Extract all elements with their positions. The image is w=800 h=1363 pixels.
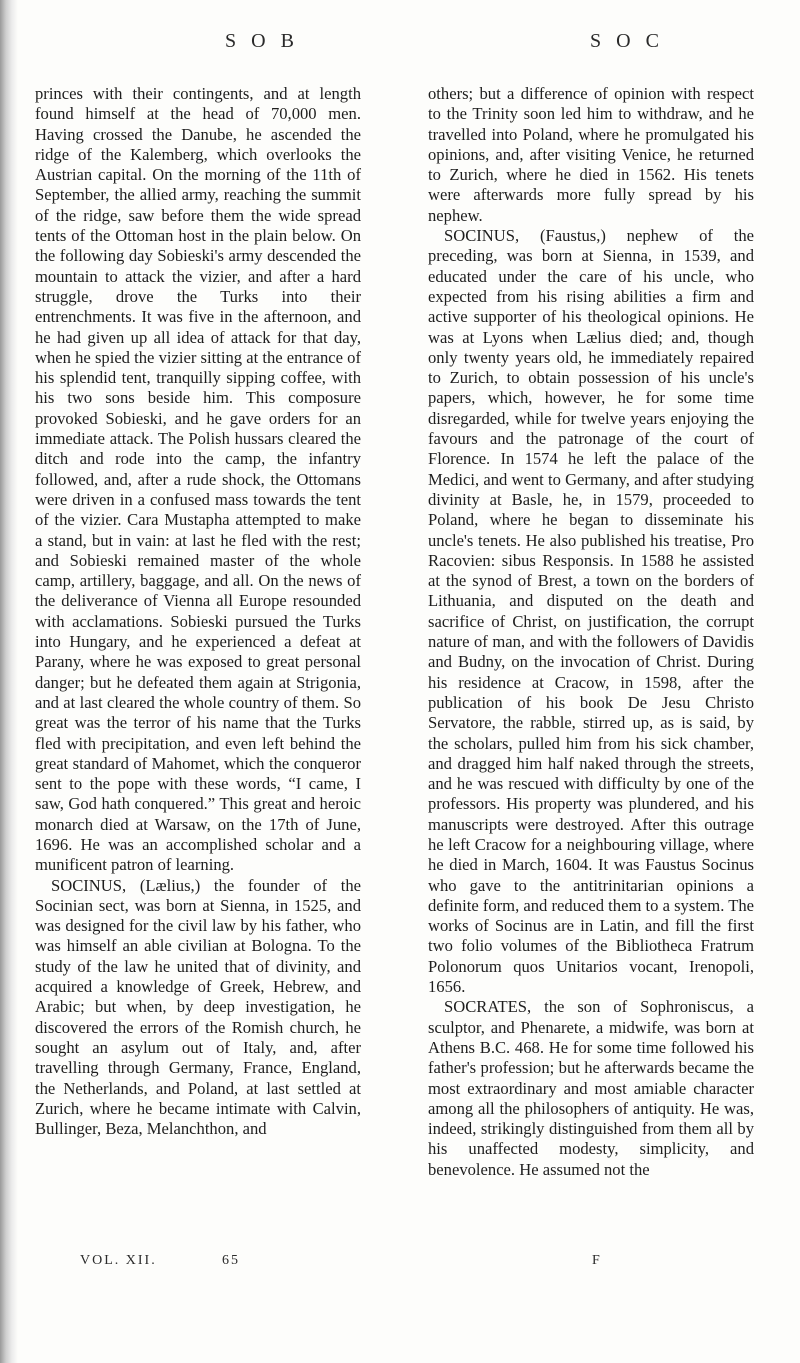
paragraph-socinus-faustus: SOCINUS, (Faustus,) nephew of the preceding, was born at Sienna, in 1539, and educated under the care of his uncle, who expected from his rising abilities a firm and active supporter of his theological opinions. He was at Lyons when Lælius died; and, though only twenty years old, he immediately repaired to Zurich, to obtain possession of his uncle's papers, which, however, he for some time disregarded, while for twelve years enjoying the favours and the patronage of the court of Florence. In 1574 he left the palace of the Medici, and went to Germany, and after studying divinity at Basle, he, in 1579, proceeded to Poland, where he began to disseminate his uncle's tenets. He also published his treatise, Pro Racovien: sibus Responsis. In 1588 he assisted at the synod of Brest, a town on the borders of Lithuania, and disputed on the death and sacrifice of Christ, on justification, the corrupt nature of man, and with the followers of Davidis and Budny, on the invocation of Christ. During his residence at Cracow, in 1598, after the publication of his book De Jesu Christo Servatore, the rabble, stirred up, as is said, by the scholars, pulled him from his sick chamber, and dragged him half naked through the streets, and he was rescued with difficulty by one of the professors. His property was plundered, and his manuscripts were destroyed. After this outrage he left Cracow for a neighbouring village, where he died in March, 1604. It was Faustus Socinus who gave to the antitrinitarian opinions a definite form, and reduced them to a system. The works of Socinus are in Latin, and fill the first two folio volumes of the Bibliotheca Fratrum Polonorum quos Unitarios vocant, Irenopoli, 1656.: [428, 226, 754, 997]
right-text-column: [428, 84, 754, 1180]
volume-label: VOL. XII.: [80, 1253, 157, 1268]
paragraph-socinus-laelius-continued: others; but a difference of opinion with respect to the Trinity soon led him to withdraw, and he travelled into Poland, where he promulgated his opinions, and, after visiting Venice, he returned to Zurich, where he died in 1562. His tenets were afterwards more fully spread by his nephew.: [428, 84, 754, 225]
left-text-column: [35, 84, 361, 1139]
paragraph-sobieski-continued: princes with their contingents, and at length found himself at the head of 70,000 men. Having crossed the Danube, he ascended the ridge of the Kalemberg, which overlooks the Austrian capital. On the morning of the 11th of September, the allied army, reaching the summit of the ridge, saw before them the wide spread tents of the Ottoman host in the plain below. On the following day Sobieski's army descended the mountain to attack the vizier, and after a hard struggle, drove the Turks into their entrenchments. It was five in the afternoon, and he had given up all idea of attack for that day, when he spied the vizier sitting at the entrance of his splendid tent, tranquilly sipping coffee, with his two sons beside him. This composure provoked Sobieski, and he gave orders for an immediate attack. The Polish hussars cleared the ditch and rode into the camp, the infantry followed, and, after a rude shock, the Ottomans were driven in a confused mass towards the tent of the vizier. Cara Mustapha attempted to make a stand, but in vain: at last he fled with the rest; and Sobieski remained master of the whole camp, artillery, baggage, and all. On the news of the deliverance of Vienna all Europe resounded with acclamations. Sobieski pursued the Turks into Hungary, and he experienced a defeat at Parany, where he was exposed to great personal danger; but he defeated them again at Strigonia, and at last cleared the whole country of them. So great was the terror of his name that the Turks fled with precipitation, and even left behind the great standard of Mahomet, which the conqueror sent to the pope with these words, “I came, I saw, God hath conquered.” This great and heroic monarch died at Warsaw, on the 17th of June, 1696. He was an accomplished scholar and a munificent patron of learning.: [35, 84, 361, 875]
signature-mark: F: [592, 1253, 602, 1268]
running-head-right: S O C: [590, 30, 664, 52]
running-head-left: S O B: [225, 30, 299, 52]
paragraph-socinus-laelius: SOCINUS, (Lælius,) the founder of the Socinian sect, was born at Sienna, in 1525, and was designed for the civil law by his father, who was himself an able civilian at Bologna. To the study of the law he united that of divinity, and acquired a knowledge of Greek, Hebrew, and Arabic; but when, by deep investigation, he discovered the errors of the Romish church, he sought an asylum out of Italy, and, after travelling through Germany, France, England, the Netherlands, and Poland, at last settled at Zurich, where he became intimate with Calvin, Bullinger, Beza, Melanchthon, and: [35, 875, 361, 1139]
paragraph-socrates: SOCRATES, the son of Sophroniscus, a sculptor, and Phenarete, a midwife, was born at Athens B.C. 468. He for some time followed his father's profession; but he afterwards became the most extraordinary and most amiable character among all the philosophers of antiquity. He was, indeed, strikingly distinguished from them all by his unaffected modesty, simplicity, and benevolence. He assumed not the: [428, 997, 754, 1179]
page-binding-shadow: [0, 0, 18, 1363]
page-number: 65: [222, 1253, 240, 1268]
